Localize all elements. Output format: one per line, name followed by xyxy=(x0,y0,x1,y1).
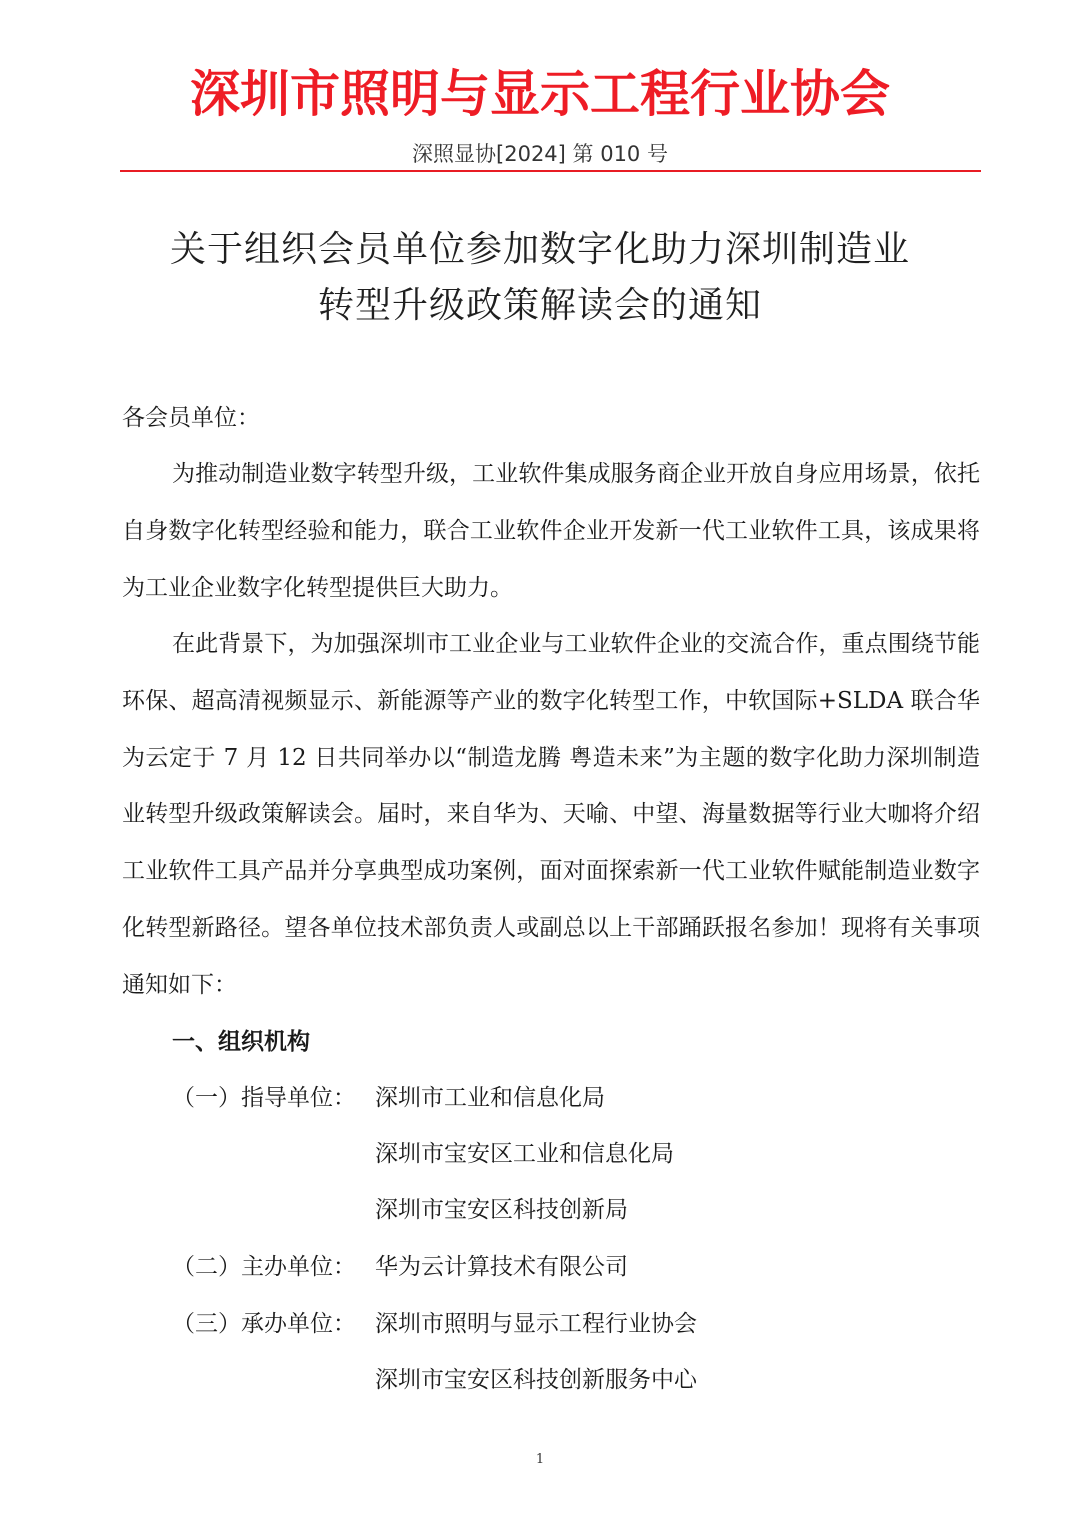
body-paragraph: 为推动制造业数字转型升级，工业软件集成服务商企业开放自身应用场景，依托自身数字化转型经验和能力，联合工业软件企业开发新一代工业软件工具，该成果将为工业企业数字化转型提供巨大助力。 xyxy=(122,461,980,601)
header-divider xyxy=(120,170,981,172)
organizer-units-label: （三）承办单位： xyxy=(172,1311,356,1337)
body-paragraph: 在此背景下，为加强深圳市工业企业与工业软件企业的交流合作，重点围绕节能环保、超高清视频显示、新能源等产业的数字化转型工作，中软国际+SLDA 联合华为云定于 7 月 12 日共同举办以“制造龙腾 粤造未来”为主题的数字化助力深圳制造业转型升级政策解读会。届时，来自华为、天喻、中望、海量数据等行业大咖将介绍工业软件工具产品并分享典型成功案例，面对面探索新一代工业软件赋能制造业数字化转型新路径。望各单位技术部负责人或副总以上干部踊跃报名参加！现将有关事项通知如下： xyxy=(122,631,980,998)
organizer-unit: 深圳市照明与显示工程行业协会 xyxy=(375,1311,697,1337)
salutation: 各会员单位： xyxy=(122,405,260,431)
guide-unit: 深圳市宝安区工业和信息化局 xyxy=(375,1141,674,1167)
host-unit: 华为云计算技术有限公司 xyxy=(375,1254,628,1280)
guide-unit: 深圳市宝安区科技创新局 xyxy=(375,1197,628,1223)
organizer-unit: 深圳市宝安区科技创新服务中心 xyxy=(375,1367,697,1393)
host-units-label: （二）主办单位： xyxy=(172,1254,356,1280)
notice-title-line-1: 关于组织会员单位参加数字化助力深圳制造业 xyxy=(169,229,910,270)
org-name-header: 深圳市照明与显示工程行业协会 xyxy=(190,65,890,123)
document-number: 深照显协[2024] 第 010 号 xyxy=(412,142,668,166)
guide-units-label: （一）指导单位： xyxy=(172,1085,356,1111)
notice-title-line-2: 转型升级政策解读会的通知 xyxy=(317,285,762,326)
section-heading-organization: 一、组织机构 xyxy=(172,1028,310,1055)
page-number: 1 xyxy=(535,1452,545,1467)
guide-unit: 深圳市工业和信息化局 xyxy=(375,1085,605,1111)
